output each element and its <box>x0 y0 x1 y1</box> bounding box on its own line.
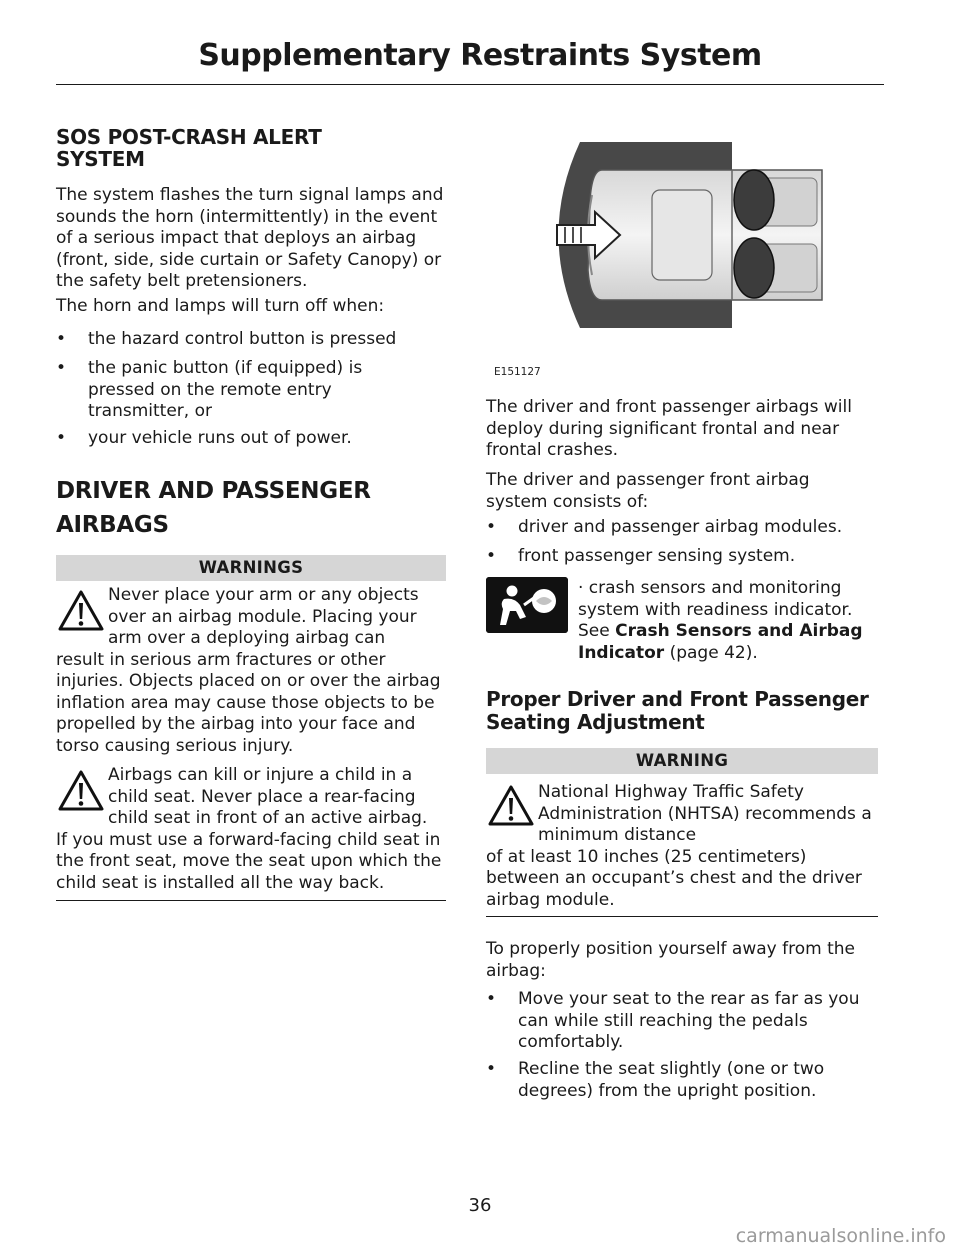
list-item <box>56 358 416 424</box>
position-paragraph: To properly position yourself away from the airbag: <box>486 939 855 981</box>
sos-section-title <box>56 126 446 170</box>
nhtsa-warning-text <box>486 782 878 911</box>
figure-code: E151127 <box>494 366 541 378</box>
warning-2-text <box>56 765 448 894</box>
bullet-mark: • <box>56 428 67 448</box>
site-watermark: carmanualsonline.info <box>735 1225 946 1247</box>
warning-banner: WARNING <box>486 748 878 774</box>
warning-2-lead: Airbags can kill or injure a child in a child seat. Never place a rear-facing child seat in front of an active airbag. <box>108 765 428 828</box>
sos-paragraph: The system flashes the turn signal lamps and sounds the horn (intermittently) in the event of a serious impact that deploys an airbag (front, side, side curtain or Safety Canopy) or the safety belt pretensioners. <box>56 185 444 291</box>
list-item <box>486 517 878 539</box>
horn-paragraph: The horn and lamps will turn off when: <box>56 296 385 316</box>
consists-paragraph: The driver and passenger front airbag system consists of: <box>486 470 810 512</box>
bullet-mark: • <box>56 358 67 378</box>
list-item <box>486 1059 866 1103</box>
bullet-text: the hazard control button is pressed <box>88 329 397 349</box>
header-rule <box>56 84 884 85</box>
warning-2-rest: If you must use a forward-facing child seat in the front seat, move the seat upon which the child seat is installed all the way back. <box>56 829 442 893</box>
passenger-airbag-shape <box>734 238 774 298</box>
warning-1-lead: Never place your arm or any objects over an airbag module. Placing your arm over a deploying airbag can <box>108 585 419 648</box>
crash-sensors-page: (page 42). <box>664 642 758 663</box>
bullet-text: front passenger sensing system. <box>518 546 796 566</box>
airbag-deployment-illustration <box>532 140 868 330</box>
proper-title-line1: Proper Driver and Front Passenger <box>486 687 869 711</box>
bullet-text: Recline the seat slightly (one or two degrees) from the upright position. <box>518 1059 825 1101</box>
list-item <box>486 989 880 1055</box>
bullet-mark: • <box>486 989 497 1009</box>
list-item <box>56 329 446 351</box>
nhtsa-warning-lead: National Highway Traffic Safety Administration (NHTSA) recommends a minimum distance <box>538 782 872 845</box>
list-item <box>486 546 878 568</box>
page-header-title: Supplementary Restraints System <box>198 38 762 73</box>
sos-title-line1: SOS POST-CRASH ALERT <box>56 125 322 149</box>
driver-airbag-shape <box>734 170 774 230</box>
crash-sensors-lead <box>486 578 878 664</box>
warnings-end-rule <box>56 900 446 901</box>
warnings-banner: WARNINGS <box>56 555 446 581</box>
sos-title-line2: SYSTEM <box>56 147 145 171</box>
proper-seating-title <box>486 688 886 734</box>
warning-1-text <box>56 585 448 757</box>
bullet-mark: • <box>486 1059 497 1079</box>
list-item <box>56 428 446 450</box>
nhtsa-warning-rest: of at least 10 inches (25 centimeters) between an occupant’s chest and the driver airbag module. <box>486 846 862 910</box>
bullet-text: the panic button (if equipped) is pressed on the remote entry transmitter, or <box>88 358 363 421</box>
warning-end-rule <box>486 916 878 917</box>
bullet-text: your vehicle runs out of power. <box>88 428 352 448</box>
page-number: 36 <box>468 1195 492 1216</box>
bullet-text: driver and passenger airbag modules. <box>518 517 843 537</box>
airbags-title-line2: AIRBAGS <box>56 512 169 538</box>
airbags-section-title <box>56 474 446 542</box>
warning-1-rest: result in serious arm fractures or other injuries. Objects placed on or over the airbag inflation area may cause those objects to be propelled by the airbag into your face and torso causing serious injury. <box>56 649 441 756</box>
bullet-mark: • <box>486 546 497 566</box>
deploy-paragraph: The driver and front passenger airbags will deploy during significant frontal and near frontal crashes. <box>486 397 852 460</box>
crash-sensors-desc: · crash sensors and monitoring system with readiness indicator. See <box>578 578 853 641</box>
crash-sensors-text <box>486 578 878 664</box>
bullet-text: Move your seat to the rear as far as you can while still reaching the pedals comfortably. <box>518 989 860 1052</box>
bullet-mark: • <box>56 329 67 349</box>
bullet-mark: • <box>486 517 497 537</box>
proper-title-line2: Seating Adjustment <box>486 710 705 734</box>
airbags-title-line1: DRIVER AND PASSENGER <box>56 478 371 504</box>
crash-sensors-link[interactable]: Crash Sensors and Airbag Indicator <box>578 621 863 663</box>
